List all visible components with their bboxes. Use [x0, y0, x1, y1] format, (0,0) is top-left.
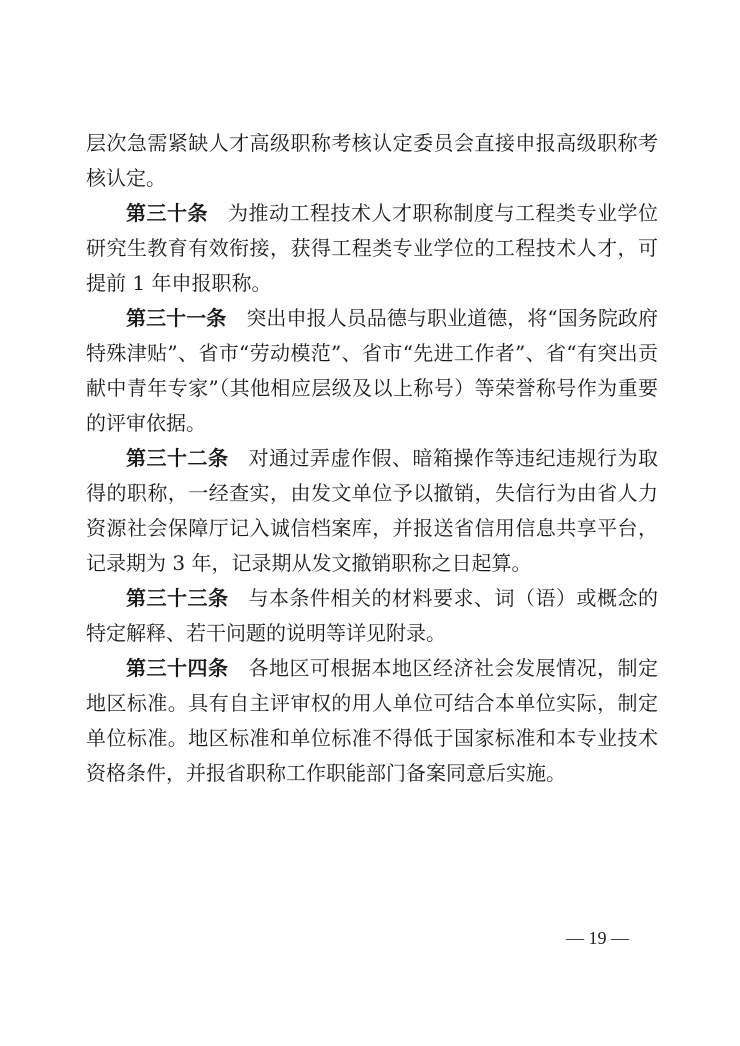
article-number: 第三十三条	[126, 586, 229, 610]
article-32	[86, 441, 658, 581]
article-33	[86, 581, 658, 651]
article-number: 第三十一条	[126, 306, 227, 330]
article-text: 与本条件相关的材料要求、词（语）或概念的特定解释、若干问题的说明等详见附录。	[86, 586, 658, 645]
continuation-paragraph: 层次急需紧缺人才高级职称考核认定委员会直接申报高级职称考核认定。	[86, 131, 658, 190]
article-text: 各地区可根据本地区经济社会发展情况，制定地区标准。具有自主评审权的用人单位可结合本单位实际，制定单位标准。地区标准和单位标准不得低于国家标准和本专业技术资格条件，并报省职称工作职能部门备案同意后实施。	[86, 656, 658, 785]
article-34	[86, 651, 658, 791]
article-number: 第三十四条	[126, 656, 229, 680]
article-30	[86, 196, 658, 301]
article-31	[86, 301, 658, 441]
document-body	[86, 126, 658, 791]
article-text: 对通过弄虚作假、暗箱操作等违纪违规行为取得的职称，一经查实，由发文单位予以撤销，失信行为由省人力资源社会保障厅记入诚信档案库，并报送省信用信息共享平台，记录期为 3 年，记录期从发文撤销职称之日起算。	[86, 446, 658, 575]
page-number: — 19 —	[566, 928, 629, 948]
article-number: 第三十条	[126, 201, 208, 225]
article-text: 突出申报人员品德与职业道德，将“国务院政府特殊津贴”、省市“劳动模范”、省市“先进工作者”、省“有突出贡献中青年专家”（其他相应层级及以上称号）等荣誉称号作为重要的评审依据。	[86, 306, 658, 435]
article-number: 第三十二条	[126, 446, 229, 470]
article-text: 为推动工程技术人才职称制度与工程类专业学位研究生教育有效衔接，获得工程类专业学位的工程技术人才，可提前 1 年申报职称。	[86, 201, 658, 295]
